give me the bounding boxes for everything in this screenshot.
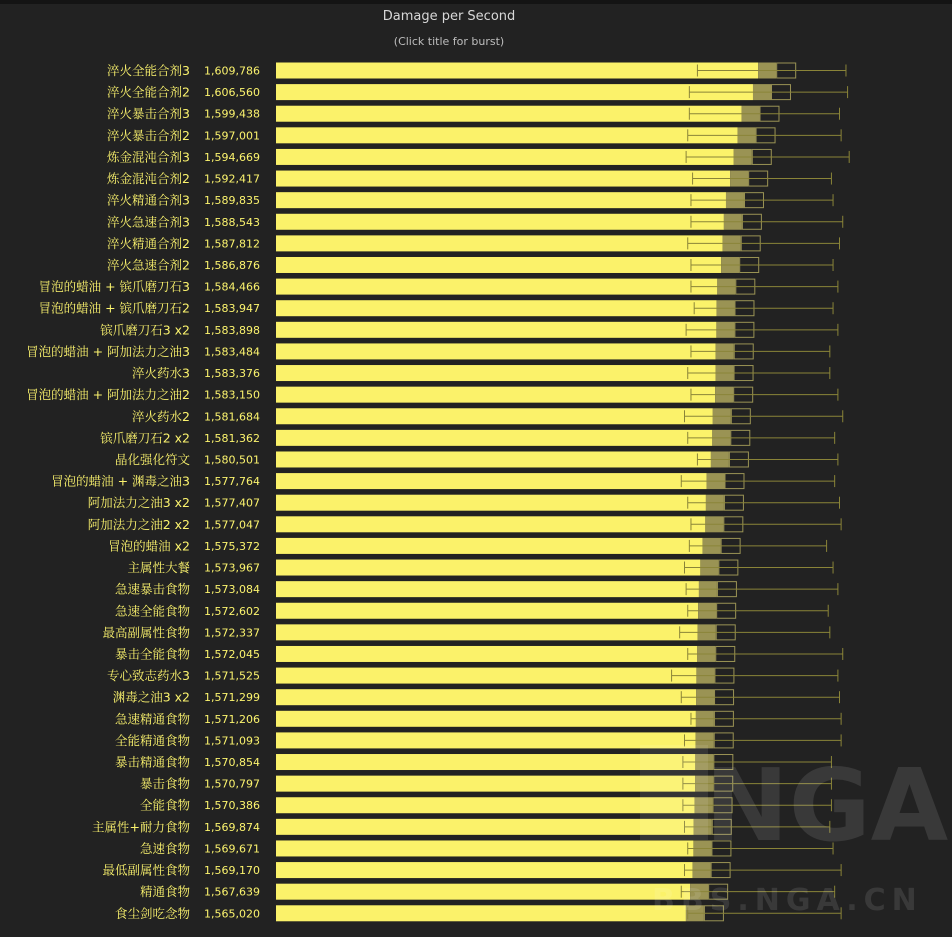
bar-30[interactable] [276, 689, 696, 705]
category-label-31: 急速精通食物 [114, 711, 190, 727]
category-label-7: 淬火精通合剂3 [107, 192, 190, 208]
category-label-15: 淬火药水3 [132, 365, 190, 381]
bar-28[interactable] [276, 646, 697, 662]
value-label-36: 1,569,874 [204, 820, 260, 834]
value-label-20: 1,577,764 [204, 475, 260, 489]
value-label-1: 1,609,786 [204, 64, 260, 78]
category-label-2: 淬火全能合剂2 [107, 84, 190, 100]
bar-36[interactable] [276, 819, 694, 835]
category-label-35: 全能食物 [139, 797, 190, 813]
bar-8[interactable] [276, 214, 724, 230]
value-label-22: 1,577,047 [204, 518, 260, 532]
value-label-33: 1,570,854 [204, 756, 260, 770]
value-label-7: 1,589,835 [204, 194, 260, 208]
bar-31[interactable] [276, 711, 696, 727]
value-label-29: 1,571,525 [204, 669, 260, 683]
value-label-16: 1,583,150 [204, 388, 260, 402]
value-label-2: 1,606,560 [204, 86, 260, 100]
bar-12[interactable] [276, 300, 716, 316]
value-label-26: 1,572,602 [204, 604, 260, 618]
value-label-9: 1,587,812 [204, 237, 260, 251]
bar-22[interactable] [276, 516, 705, 532]
bar-10[interactable] [276, 257, 721, 273]
value-label-17: 1,581,684 [204, 410, 260, 424]
bar-9[interactable] [276, 235, 723, 251]
bar-35[interactable] [276, 797, 695, 813]
value-label-32: 1,571,093 [204, 734, 260, 748]
bar-16[interactable] [276, 387, 715, 403]
category-label-4: 淬火暴击合剂2 [107, 127, 190, 143]
category-label-27: 最高副属性食物 [102, 624, 190, 640]
bar-38[interactable] [276, 862, 693, 878]
bar-25[interactable] [276, 581, 699, 597]
bar-32[interactable] [276, 732, 696, 748]
bar-24[interactable] [276, 560, 700, 576]
category-label-23: 冒泡的蜡油 x2 [108, 538, 190, 554]
value-label-37: 1,569,671 [204, 842, 260, 856]
bar-34[interactable] [276, 776, 695, 792]
bar-29[interactable] [276, 668, 696, 684]
value-label-38: 1,569,170 [204, 864, 260, 878]
category-label-33: 暴击精通食物 [114, 754, 190, 770]
value-label-35: 1,570,386 [204, 799, 260, 813]
value-label-10: 1,586,876 [204, 258, 260, 272]
bar-20[interactable] [276, 473, 706, 489]
value-label-18: 1,581,362 [204, 431, 260, 445]
bar-17[interactable] [276, 408, 713, 424]
value-label-19: 1,580,501 [204, 453, 260, 467]
category-label-29: 专心致志药水3 [107, 668, 190, 684]
category-label-18: 镔爪磨刀石2 x2 [100, 430, 190, 446]
category-label-39: 精通食物 [139, 884, 190, 900]
category-label-9: 淬火精通合剂2 [107, 235, 190, 251]
bar-3[interactable] [276, 106, 741, 122]
bar-13[interactable] [276, 322, 716, 338]
value-label-34: 1,570,797 [204, 777, 260, 791]
chart-subtitle: (Click title for burst) [393, 35, 505, 48]
value-label-24: 1,573,967 [204, 561, 260, 575]
category-label-28: 暴击全能食物 [114, 646, 190, 662]
bar-6[interactable] [276, 171, 730, 187]
category-label-34: 暴击食物 [139, 776, 190, 792]
bar-5[interactable] [276, 149, 734, 165]
value-label-11: 1,584,466 [204, 280, 260, 294]
category-label-36: 主属性+耐力食物 [92, 819, 190, 835]
category-label-20: 冒泡的蜡油 + 渊毒之油3 [51, 473, 190, 489]
value-label-27: 1,572,337 [204, 626, 260, 640]
category-label-13: 镔爪磨刀石3 x2 [100, 322, 190, 338]
bar-37[interactable] [276, 840, 693, 856]
value-label-13: 1,583,898 [204, 323, 260, 337]
bar-1[interactable] [276, 63, 758, 79]
value-label-25: 1,573,084 [204, 583, 260, 597]
value-label-6: 1,592,417 [204, 172, 260, 186]
chart-title[interactable]: Damage per Second [382, 9, 516, 24]
category-label-5: 炼金混沌合剂3 [107, 149, 190, 165]
bar-15[interactable] [276, 365, 716, 381]
bar-4[interactable] [276, 127, 738, 143]
bar-11[interactable] [276, 279, 717, 295]
value-label-14: 1,583,484 [204, 345, 260, 359]
bar-14[interactable] [276, 343, 716, 359]
value-label-12: 1,583,947 [204, 302, 260, 316]
bar-27[interactable] [276, 624, 698, 640]
category-label-38: 最低副属性食物 [102, 862, 190, 878]
category-label-12: 冒泡的蜡油 + 镔爪磨刀石2 [38, 300, 190, 316]
category-label-25: 急速暴击食物 [114, 581, 190, 597]
bar-18[interactable] [276, 430, 712, 446]
category-label-10: 淬火急速合剂2 [107, 257, 190, 273]
category-label-1: 淬火全能合剂3 [107, 63, 190, 78]
category-label-19: 晶化强化符文 [114, 451, 190, 467]
category-label-22: 阿加法力之油2 x2 [87, 516, 190, 532]
bar-26[interactable] [276, 603, 698, 619]
value-label-8: 1,588,543 [204, 215, 260, 229]
category-label-6: 炼金混沌合剂2 [107, 171, 190, 187]
bar-19[interactable] [276, 451, 711, 467]
category-label-21: 阿加法力之油3 x2 [87, 495, 190, 511]
category-label-30: 渊毒之油3 x2 [112, 689, 190, 705]
bar-40[interactable] [276, 905, 686, 921]
value-label-21: 1,577,407 [204, 496, 260, 510]
category-label-17: 淬火药水2 [132, 408, 190, 424]
bar-21[interactable] [276, 495, 706, 511]
category-label-8: 淬火急速合剂3 [107, 214, 190, 230]
bar-33[interactable] [276, 754, 695, 770]
watermark-logo-text: NGA [705, 747, 949, 864]
watermark-site-text: BBS.NGA.CN [652, 883, 923, 918]
category-label-37: 急速食物 [139, 840, 190, 856]
bar-7[interactable] [276, 192, 726, 208]
value-label-23: 1,575,372 [204, 539, 260, 553]
category-label-32: 全能精通食物 [114, 732, 190, 748]
value-label-39: 1,567,639 [204, 885, 260, 899]
bar-2[interactable] [276, 84, 753, 100]
value-label-40: 1,565,020 [204, 907, 260, 921]
category-label-24: 主属性大餐 [127, 560, 190, 576]
category-label-40: 食尘剑吃念物 [114, 905, 190, 921]
category-label-14: 冒泡的蜡油 + 阿加法力之油3 [26, 343, 190, 359]
value-label-28: 1,572,045 [204, 647, 260, 661]
bar-23[interactable] [276, 538, 703, 554]
bar-39[interactable] [276, 884, 690, 900]
category-label-11: 冒泡的蜡油 + 镔爪磨刀石3 [38, 279, 190, 295]
category-label-3: 淬火暴击合剂3 [107, 106, 190, 122]
value-label-30: 1,571,299 [204, 691, 260, 705]
category-label-16: 冒泡的蜡油 + 阿加法力之油2 [26, 387, 190, 403]
value-label-15: 1,583,376 [204, 367, 260, 381]
value-label-4: 1,597,001 [204, 129, 260, 143]
category-label-26: 急速全能食物 [114, 603, 190, 619]
value-label-3: 1,599,438 [204, 107, 260, 121]
value-label-5: 1,594,669 [204, 150, 260, 164]
value-label-31: 1,571,206 [204, 712, 260, 726]
